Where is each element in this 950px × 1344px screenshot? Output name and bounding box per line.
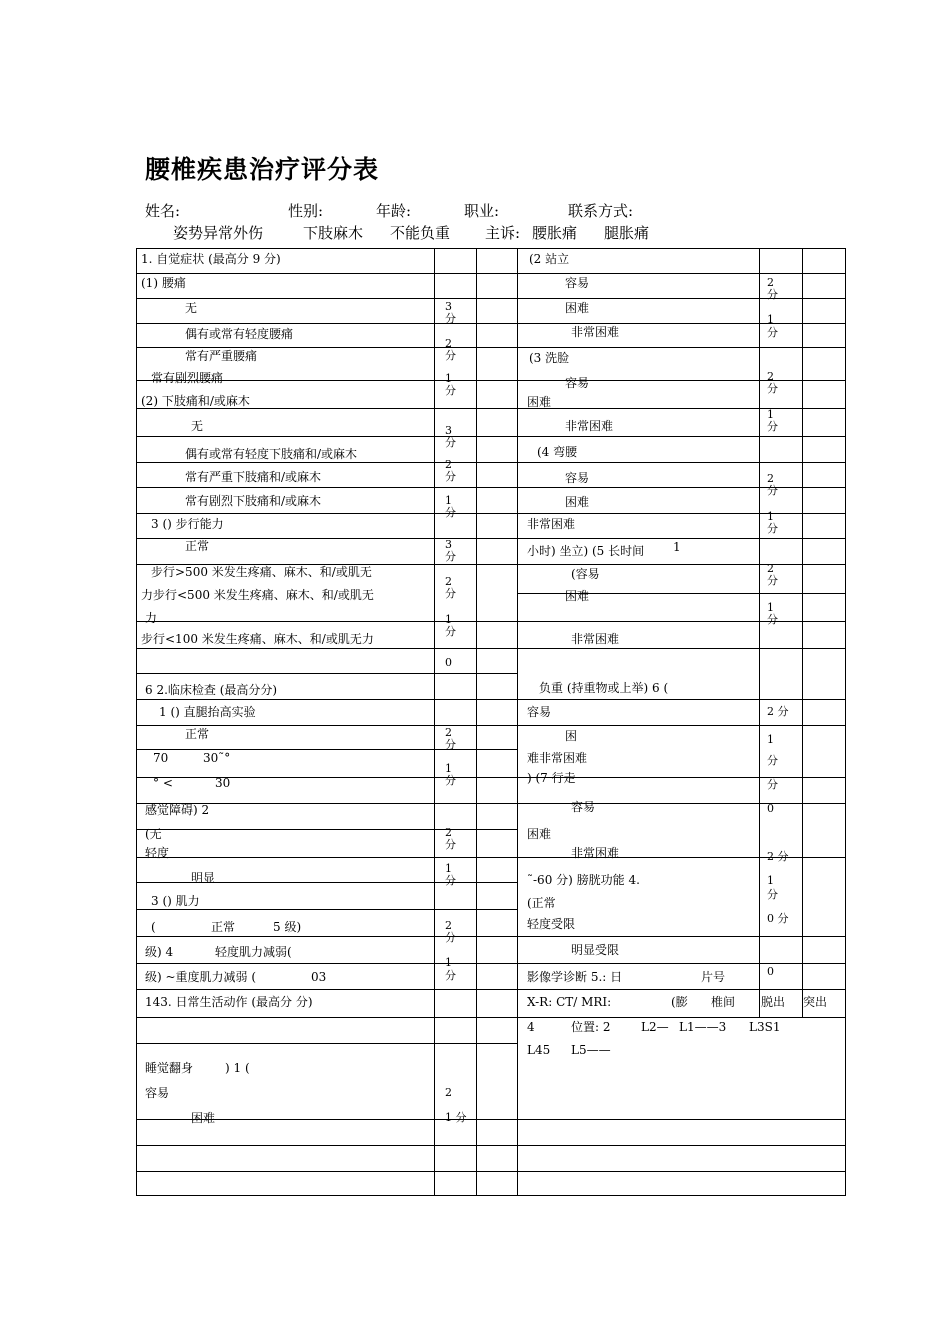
option-label: (正常 xyxy=(527,896,556,910)
item-heading: 1 xyxy=(673,540,681,554)
score-value: 2 分 xyxy=(445,726,456,751)
row-divider xyxy=(137,857,517,858)
option-label: 困难 xyxy=(527,395,552,409)
option-label: 常有剧烈腰痛 xyxy=(151,371,224,385)
option-label: 常有严重腰痛 xyxy=(185,349,258,363)
item-heading: (1) 腰痛 xyxy=(141,276,186,290)
score-value: 2 分 xyxy=(767,705,789,718)
score-table xyxy=(136,248,846,1196)
row-divider xyxy=(517,538,845,539)
row-divider xyxy=(137,1043,517,1044)
option-label: 无 xyxy=(191,419,204,433)
score-value: 1 xyxy=(767,313,774,326)
row-divider xyxy=(137,1145,845,1146)
option-label: 力步行<500 米发生疼痛、麻木、和/或肌无 xyxy=(141,588,374,602)
name-label: 姓名: xyxy=(145,202,181,220)
row-divider xyxy=(517,298,845,299)
score-value: 1 分 xyxy=(445,762,456,787)
option-label: 轻度肌力减弱( xyxy=(215,945,292,959)
option-label: 轻度 xyxy=(145,846,170,860)
score-value: 1 分 xyxy=(445,494,456,519)
section-title: 143. 日常生活动作 (最高分 分) xyxy=(145,995,313,1009)
option-label: 困难 xyxy=(191,1111,216,1125)
option-label: 03 xyxy=(311,970,327,984)
option-label: 30˜° xyxy=(203,751,231,765)
row-divider xyxy=(137,273,517,274)
item-heading: ) 1 ( xyxy=(225,1061,250,1075)
option-label: 70 xyxy=(153,751,169,765)
row-divider xyxy=(517,648,845,649)
row-divider xyxy=(517,989,845,990)
row-divider xyxy=(517,462,845,463)
score-value: 0 分 xyxy=(767,912,789,925)
complaint-item: 不能负重 xyxy=(390,224,451,242)
row-divider xyxy=(517,564,845,565)
row-divider xyxy=(137,298,517,299)
score-value: 1 xyxy=(445,956,452,969)
complaint-item: 下肢麻木 xyxy=(303,224,364,242)
item-heading: ) (7 行走 xyxy=(527,771,576,785)
row-divider xyxy=(517,963,845,964)
item-heading: (2 站立 xyxy=(529,252,570,266)
row-divider xyxy=(137,648,517,649)
option-label: 非常困难 xyxy=(571,325,620,339)
option-label: 明显 xyxy=(191,871,216,885)
row-divider xyxy=(517,487,845,488)
gender-label: 性别: xyxy=(288,202,324,220)
page-title: 腰椎疾患治疗评分表 xyxy=(145,155,380,184)
option-label: 5 级) xyxy=(273,920,302,934)
row-divider xyxy=(137,673,517,674)
row-divider xyxy=(517,273,845,274)
row-divider xyxy=(137,725,517,726)
option-label: 正常 xyxy=(185,727,210,741)
position-line: L3S1 xyxy=(749,1020,781,1034)
score-value: 1 分 xyxy=(767,601,778,626)
option-label: 正常 xyxy=(185,539,210,553)
row-divider xyxy=(137,1171,845,1172)
row-divider xyxy=(137,487,517,488)
chief-complaint-value: 腿胀痛 xyxy=(604,224,650,242)
imaging-line: (膨 xyxy=(671,995,688,1009)
row-divider xyxy=(517,1017,845,1018)
item-heading: 感觉障碍) 2 xyxy=(145,803,210,817)
score-value: 1 xyxy=(767,733,774,746)
score-value: 分 xyxy=(767,778,778,791)
row-divider xyxy=(517,725,845,726)
position-line: 位置: 2 xyxy=(571,1020,611,1034)
section-title: 1. 自觉症状 (最高分 9 分) xyxy=(141,252,281,266)
option-label: 容易 xyxy=(565,376,590,390)
option-label: (容易 xyxy=(571,567,600,581)
chief-complaint-label: 主诉: xyxy=(485,224,521,242)
score-value: 1 分 xyxy=(445,1111,467,1124)
option-label: 非常困难 xyxy=(527,517,576,531)
imaging-line: 椎间 xyxy=(711,995,736,1009)
row-divider xyxy=(137,989,517,990)
option-label: (无 xyxy=(145,827,162,841)
row-divider xyxy=(137,408,517,409)
score-value: 2 分 xyxy=(767,276,778,301)
option-label: 非常困难 xyxy=(571,846,620,860)
position-line: L2— xyxy=(641,1020,669,1034)
option-label: 无 xyxy=(185,301,198,315)
imaging-line: X-R: CT/ MRI: xyxy=(527,995,612,1009)
row-divider xyxy=(137,1119,845,1120)
option-label: 困 xyxy=(565,729,578,743)
row-divider xyxy=(517,436,845,437)
score-value: 分 xyxy=(767,326,778,339)
option-label: 非常困难 xyxy=(565,419,614,433)
score-value: 分 xyxy=(767,754,778,767)
score-value: 分 xyxy=(767,888,778,901)
score-value: 3 分 xyxy=(445,300,456,325)
score-value: 1 分 xyxy=(767,408,778,433)
row-divider xyxy=(137,909,517,910)
option-label: 偶有或常有轻度腰痛 xyxy=(185,327,294,341)
column-divider xyxy=(802,249,803,1017)
score-value: 1 分 xyxy=(445,372,456,397)
row-divider xyxy=(517,323,845,324)
option-label: 步行>500 米发生疼痛、麻木、和/或肌无 xyxy=(151,565,372,579)
row-divider xyxy=(137,963,517,964)
option-label: 容易 xyxy=(571,800,596,814)
item-heading: 睡觉翻身 xyxy=(145,1061,194,1075)
option-label: 困难 xyxy=(565,495,590,509)
section-title: 6 2.临床检查 (最高分分) xyxy=(145,683,278,697)
item-heading: (4 弯腰 xyxy=(537,445,578,459)
option-label: 级) 4 xyxy=(145,945,174,959)
score-value: 分 xyxy=(445,969,456,982)
score-value: 1 分 xyxy=(445,613,456,638)
score-value: 3 分 xyxy=(445,538,456,563)
item-heading: 负重 (持重物或上举) 6 ( xyxy=(539,681,669,695)
score-value: 2 分 xyxy=(445,458,456,483)
row-divider xyxy=(517,408,845,409)
option-label: 困难 xyxy=(565,301,590,315)
option-label: 容易 xyxy=(145,1086,170,1100)
position-line: 4 xyxy=(527,1020,535,1034)
column-divider xyxy=(434,249,435,1195)
row-divider xyxy=(517,936,845,937)
position-line: L1——3 xyxy=(679,1020,727,1034)
option-label: 非常困难 xyxy=(571,632,620,646)
column-divider xyxy=(517,249,518,1195)
score-value: 2 分 xyxy=(767,370,778,395)
score-value: 2 分 xyxy=(445,575,456,600)
item-heading: 3 () 步行能力 xyxy=(151,517,224,531)
score-value: 0 xyxy=(767,965,774,978)
option-label: 30 xyxy=(215,776,231,790)
score-value: 0 xyxy=(767,802,774,815)
option-label: 力 xyxy=(145,611,158,625)
option-label: 困难 xyxy=(527,827,552,841)
row-divider xyxy=(517,513,845,514)
job-label: 职业: xyxy=(464,202,500,220)
imaging-line: 脱出 xyxy=(761,995,786,1009)
score-value: 2 分 xyxy=(767,472,778,497)
position-line: L45 xyxy=(527,1043,551,1057)
option-label: ( xyxy=(151,920,156,934)
option-label: 正常 xyxy=(211,920,236,934)
option-label: 级) ~重度肌力减弱 ( xyxy=(145,970,257,984)
score-value: 2 xyxy=(445,1086,452,1099)
section-title: ˜-60 分) 膀胱功能 4. xyxy=(527,873,640,887)
score-value: 2 分 xyxy=(445,919,456,944)
option-label: 难非常困难 xyxy=(527,751,588,765)
row-divider xyxy=(137,1017,517,1018)
option-label: 困难 xyxy=(565,589,590,603)
imaging-line: 突出 xyxy=(803,995,828,1009)
option-label: 偶有或常有轻度下肢痛和/或麻木 xyxy=(185,447,358,461)
row-divider xyxy=(517,621,845,622)
score-value: 2 分 xyxy=(445,337,456,362)
option-label: 常有剧烈下肢痛和/或麻木 xyxy=(185,494,322,508)
column-divider xyxy=(476,249,477,1195)
option-label: ° < xyxy=(153,776,173,790)
film-number-label: 片号 xyxy=(701,970,726,984)
item-heading: (2) 下肢痛和/或麻木 xyxy=(141,394,250,408)
score-value: 1 xyxy=(767,874,774,887)
score-value: 1 分 xyxy=(445,862,456,887)
score-value: 0 xyxy=(445,656,452,669)
score-value: 3 分 xyxy=(445,424,456,449)
row-divider xyxy=(517,347,845,348)
item-heading: 小时) 坐立) (5 长时间 xyxy=(527,544,645,558)
row-divider xyxy=(517,699,845,700)
score-value: 1 分 xyxy=(767,510,778,535)
score-value: 2 分 xyxy=(445,826,456,851)
option-label: 常有严重下肢痛和/或麻木 xyxy=(185,470,322,484)
option-label: 容易 xyxy=(527,705,552,719)
item-heading: 3 () 肌力 xyxy=(151,894,200,908)
row-divider xyxy=(137,699,517,700)
row-divider xyxy=(517,803,845,804)
option-label: 轻度受限 xyxy=(527,917,576,931)
option-label: 容易 xyxy=(565,471,590,485)
column-divider xyxy=(759,249,760,1017)
score-value: 2 分 xyxy=(767,850,789,863)
row-divider xyxy=(517,857,845,858)
item-heading: 1 () 直腿抬高实验 xyxy=(159,705,256,719)
chief-complaint-value: 腰胀痛 xyxy=(532,224,578,242)
position-line: L5—— xyxy=(571,1043,611,1057)
complaint-item: 姿势异常外伤 xyxy=(173,224,264,242)
section-title: 影像学诊断 5.: 日 xyxy=(527,970,623,984)
age-label: 年龄: xyxy=(376,202,412,220)
option-label: 步行<100 米发生疼痛、麻木、和/或肌无力 xyxy=(141,632,374,646)
item-heading: (3 洗脸 xyxy=(529,351,570,365)
score-value: 2 分 xyxy=(767,562,778,587)
option-label: 容易 xyxy=(565,276,590,290)
option-label: 明显受限 xyxy=(571,943,620,957)
contact-label: 联系方式: xyxy=(568,202,634,220)
